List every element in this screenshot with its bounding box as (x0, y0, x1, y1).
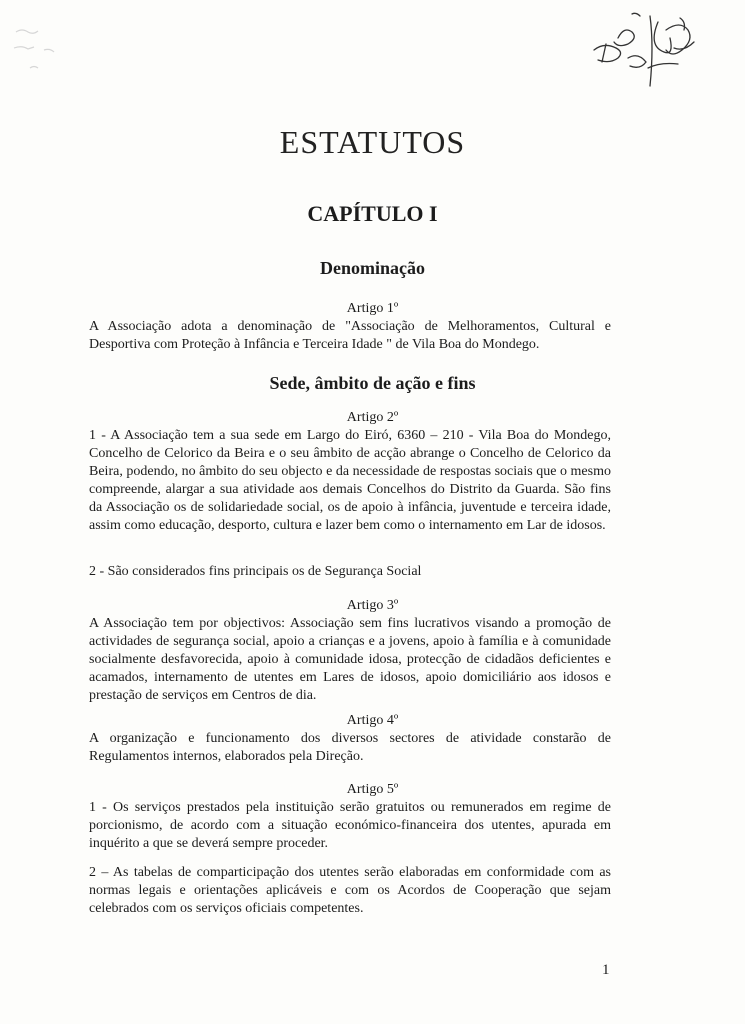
article-2-paragraph-1: 1 - A Associação tem a sua sede em Largo do Eiró, 6360 – 210 - Vila Boa do Mondego, Concelho de Celorico da Beira e o seu âmbito de acção abrange o Concelho de Celorico da Beira, podendo, no âmbito do seu objecto e da necessidade de respostas sociais que o mesmo compreende, alargar a sua atividade aos demais Concelhos do Distrito da Guarda. São fins da Associação os de solidariedade social, os de apoio à infância, juventude e terceira idade, assim como educação, desporto, cultura e lazer bem como o internamento em Lar de idosos. (89, 428, 611, 533)
article-5-paragraph-1: 1 - Os serviços prestados pela instituição serão gratuitos ou remunerados em regime de porcionismo, de acordo com a situação económico-financeira dos utentes, apurada em inquérito a que se deverá sempre proceder. (89, 800, 611, 851)
article-3-paragraph: A Associação tem por objectivos: Associação sem fins lucrativos visando a promoção de actividades de segurança social, apoio a crianças e a jovens, apoio à família e à comunidade socialmente desfavorecida, apoio à comunidade idosa, protecção de cidadãos deficientes e acamados, internamento de utentes em Lares de idosos, apoio domiciliário aos idosos e prestação de serviços em Centros de dia. (89, 616, 611, 703)
article-2-paragraph-2: 2 - São considerados fins principais os de Segurança Social (89, 564, 422, 579)
article-5-paragraph-2: 2 – As tabelas de comparticipação dos utentes serão elaboradas em conformidade com as normas legais e orientações aplicáveis e com os Acordos de Cooperação que sejam celebrados com os serviços oficiais competentes. (89, 865, 611, 916)
article-1-label: Artigo 1º (346, 301, 399, 316)
article-4-paragraph: A organização e funcionamento dos diversos sectores de atividade constarão de Regulamentos internos, elaborados pela Direção. (89, 731, 611, 764)
section-heading-denominacao: Denominação (320, 258, 425, 278)
article-5-label: Artigo 5º (346, 782, 399, 797)
article-3-label: Artigo 3º (346, 598, 399, 613)
document-title: ESTATUTOS (279, 124, 466, 160)
scan-smudge (10, 20, 120, 90)
handwritten-signature (588, 8, 708, 94)
article-4-label: Artigo 4º (346, 713, 399, 728)
page-number: 1 (602, 962, 610, 978)
article-1-paragraph: A Associação adota a denominação de "Associação de Melhoramentos, Cultural e Desportiva com Proteção à Infância e Terceira Idade " de Vila Boa do Mondego. (89, 319, 611, 352)
chapter-heading: CAPÍTULO I (307, 201, 438, 226)
article-2-label: Artigo 2º (346, 410, 399, 425)
section-heading-sede: Sede, âmbito de ação e fins (269, 373, 476, 393)
